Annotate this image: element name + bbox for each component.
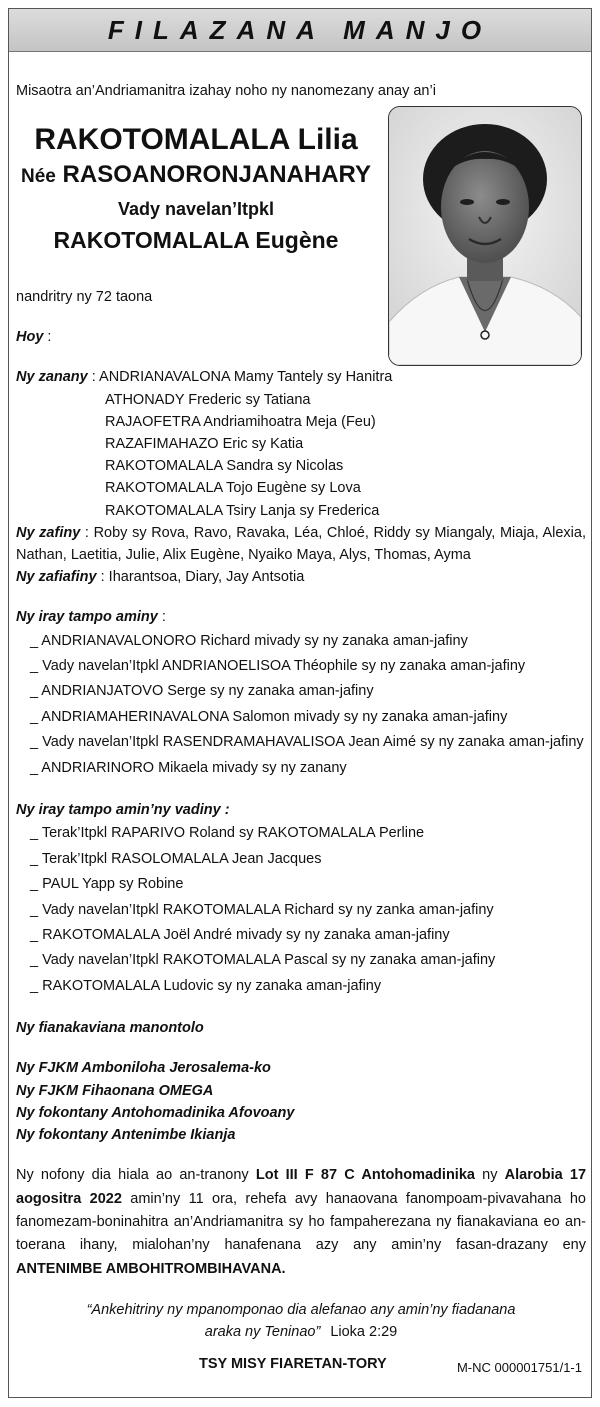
spouse-sibling-item: _ Vady navelan’Itpkl RAKOTOMALALA Richard sy ny zanka aman-jafiny	[30, 901, 494, 918]
child-item: RAKOTOMALALA Tsiry Lanja sy Frederica	[105, 502, 380, 519]
deceased-names	[16, 122, 376, 256]
bible-quote	[16, 1299, 586, 1343]
community-item: Ny FJKM Amboniloha Jerosalema-ko	[16, 1060, 271, 1077]
nee-label: Née	[21, 166, 56, 187]
footer	[16, 1353, 586, 1377]
deceased-name: RAKOTOMALALA Lilia	[34, 123, 358, 156]
great-grandchildren-label: Ny zafiafiny	[16, 569, 97, 586]
spouse-siblings-label: Ny iray tampo amin’ny vadiny :	[16, 802, 230, 819]
funeral-date: Alarobia 17 aogositra 2022	[16, 1167, 587, 1207]
sibling-item: _ ANDRIANJATOVO Serge sy ny zanaka aman-jafiny	[30, 683, 374, 700]
hoy-line	[16, 326, 586, 348]
spouse-siblings-section	[16, 799, 586, 999]
announcement-p2: ny	[474, 1167, 505, 1184]
spouse-sibling-item: _ RAKOTOMALALA Joël André mivady sy ny zanaka aman-jafiny	[30, 926, 450, 943]
announcement-content	[16, 80, 587, 1376]
reference-code: M-NC 000001751/1-1	[456, 1360, 582, 1376]
grandchildren-label: Ny zafiny	[16, 524, 81, 541]
siblings-suffix: :	[157, 609, 166, 626]
spouse-sibling-item: _ PAUL Yapp sy Robine	[30, 876, 184, 893]
hoy-suffix: :	[43, 329, 52, 346]
siblings-section	[16, 606, 586, 781]
spouse-sibling-item: _ Vady navelan’Itpkl RAKOTOMALALA Pascal sy ny zanaka aman-jafiny	[30, 952, 496, 969]
child-item: RAKOTOMALALA Tojo Eugène sy Lova	[105, 480, 361, 497]
communities-section	[16, 1057, 586, 1146]
closing-note: TSY MISY FIARETAN-TORY	[199, 1356, 387, 1373]
maiden-name-line	[16, 158, 376, 194]
siblings-label: Ny iray tampo aminy	[16, 609, 158, 626]
community-item: Ny fokontany Antohomadinika Afovoany	[16, 1104, 295, 1121]
burial-place: ANTENIMBE AMBOHITROMBIHAVANA.	[16, 1260, 286, 1277]
spouse-sibling-item: _ RAKOTOMALALA Ludovic sy ny zanaka aman-jafiny	[30, 977, 382, 994]
great-grandchildren-line	[16, 566, 586, 588]
header-banner	[9, 9, 591, 52]
grandchildren-text: : Roby sy Rova, Ravo, Ravaka, Léa, Chloé, Riddy sy Miangaly, Miaja, Alexia, Nathan, Laetitia, Julie, Alix Eugène, Nyaiko Maya, Alys, Thomas, Ayma	[16, 524, 586, 564]
funeral-address: Lot III F 87 C Antohomadinika	[255, 1167, 475, 1184]
community-item: Ny FJKM Fihaonana OMEGA	[16, 1082, 214, 1099]
quote-reference: Lioka 2:29	[330, 1324, 398, 1341]
announcement-body	[16, 286, 586, 1377]
announcement-p1: Ny nofony dia hiala ao an-tranony	[16, 1167, 256, 1184]
child-item: RAJAOFETRA Andriamihoatra Meja (Feu)	[105, 413, 376, 430]
children-first: : ANDRIANAVALONA Mamy Tantely sy Hanitra	[87, 369, 393, 386]
grandchildren-line	[16, 522, 586, 566]
quote-line-2	[16, 1321, 586, 1343]
header-title: FILAZANA MANJO	[107, 14, 493, 45]
spouse-name: RAKOTOMALALA Eugène	[53, 227, 339, 253]
spouse-title: Vady navelan’Itpkl	[117, 199, 275, 219]
quote-line-1: “Ankehitriny ny mpanomponao dia alefanao any amin’ny fiadanana	[86, 1302, 516, 1319]
spouse-sibling-item: _ Terak’Itpkl RASOLOMALALA Jean Jacques	[30, 850, 322, 867]
sibling-item: _ Vady navelan’Itpkl RASENDRAMAHAVALISOA Jean Aimé sy ny zanaka aman-jafiny	[30, 734, 584, 751]
funeral-announcement	[16, 1164, 586, 1281]
siblings-heading	[16, 606, 586, 628]
spouse-sibling-item: _ Terak’Itpkl RAPARIVO Roland sy RAKOTOMALALA Perline	[30, 825, 425, 842]
sibling-item: _ Vady navelan’Itpkl ANDRIANOELISOA Théophile sy ny zanaka aman-jafiny	[30, 658, 526, 675]
sibling-item: _ ANDRIANAVALONORO Richard mivady sy ny zanaka aman-jafiny	[30, 632, 468, 649]
announcement-p3: amin’ny 11 ora, rehefa avy hanaovana fanompoam-pivavahana ho fanomezam-boninahitra an’Andriamanitra sy ho fampaherezana ny fianakaviana eo an-toerana ihany, mialohan’ny hanafenana azy any amin’ny fasan-drazany eny	[16, 1190, 586, 1254]
sibling-item: _ ANDRIARINORO Mikaela mivady sy ny zanany	[30, 759, 347, 776]
maiden-name: RASOANORONJANAHARY	[62, 161, 371, 188]
community-item: Ny fokontany Antenimbe Ikianja	[16, 1126, 236, 1143]
child-item: RAKOTOMALALA Sandra sy Nicolas	[105, 458, 344, 475]
child-item: RAZAFIMAHAZO Eric sy Katia	[105, 436, 304, 453]
quote-line-2-text: araka ny Teninao”	[204, 1324, 321, 1341]
age-line: nandritry ny 72 taona	[16, 289, 153, 305]
hoy-label: Hoy	[16, 329, 44, 346]
sibling-item: _ ANDRIAMAHERINAVALONA Salomon mivady sy ny zanaka aman-jafiny	[30, 708, 508, 725]
children-first-line	[16, 366, 586, 388]
children-section	[16, 366, 586, 588]
child-item: ATHONADY Frederic sy Tatiana	[105, 391, 311, 408]
children-label: Ny zanany	[16, 369, 88, 386]
intro-text: Misaotra an’Andriamanitra izahay noho ny nanomezany anay an’i	[16, 83, 436, 99]
families-line: Ny fianakaviana manontolo	[16, 1020, 204, 1037]
great-grandchildren-text: : Iharantsoa, Diary, Jay Antsotia	[96, 569, 305, 586]
